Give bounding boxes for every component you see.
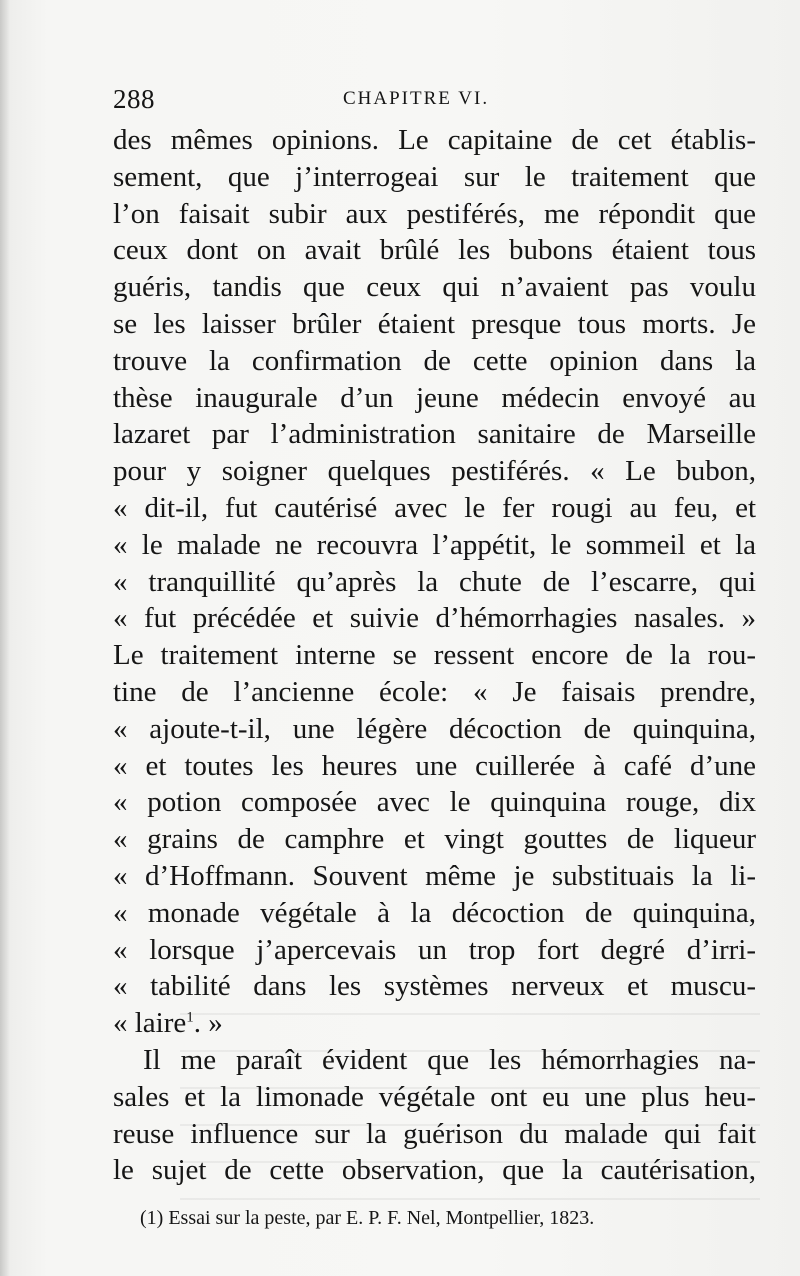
text-line: se les laisser brûler étaient presque tous morts. Je	[113, 307, 756, 340]
text-line: « d’Hoffmann. Souvent même je substituais la li-	[113, 859, 756, 892]
text-line: lazaret par l’administration sanitaire de Marseille	[113, 418, 756, 451]
chapter-title: CHAPITRE VI.	[343, 88, 490, 109]
text-line: Le traitement interne se ressent encore de la rou-	[113, 639, 756, 672]
text-line: « fut précédée et suivie d’hémorrhagies nasales. »	[113, 602, 756, 635]
text-line: « et toutes les heures une cuillerée à café d’une	[113, 749, 756, 782]
footnote: (1) Essai sur la peste, par E. P. F. Nel, Montpellier, 1823.	[140, 1207, 595, 1229]
text-line: « potion composée avec le quinquina rouge, dix	[113, 786, 756, 819]
text-line: « grains de camphre et vingt gouttes de liqueur	[113, 823, 756, 856]
text-line: sement, que j’interrogeai sur le traitement que	[113, 160, 756, 193]
quote-end-text: « laire	[113, 1007, 187, 1040]
text-line: ceux dont on avait brûlé les bubons étaient tous	[113, 234, 756, 267]
text-line: « ajoute-t-il, une légère décoction de quinquina,	[113, 712, 756, 745]
text-line: des mêmes opinions. Le capitaine de cet établis-	[113, 124, 756, 156]
text-line: « lorsque j’apercevais un trop fort degré d’irri-	[113, 933, 756, 966]
text-line: l’on faisait subir aux pestiférés, me répondit que	[113, 197, 756, 230]
text-line: « dit-il, fut cautérisé avec le fer rougi au feu, et	[113, 491, 756, 524]
text-line: trouve la confirmation de cette opinion dans la	[113, 344, 756, 377]
text-line: « le malade ne recouvra l’appétit, le sommeil et la	[113, 528, 756, 561]
text-line: le sujet de cette observation, que la cautérisation,	[113, 1154, 756, 1187]
text-line: « tranquillité qu’après la chute de l’escarre, qui	[113, 565, 756, 598]
running-head	[113, 84, 753, 118]
body-text	[113, 122, 756, 1189]
text-line: reuse influence sur la guérison du malade qui fait	[113, 1117, 756, 1150]
page-gutter-shadow	[0, 0, 10, 1276]
text-line: « monade végétale à la décoction de quinquina,	[113, 896, 756, 929]
text-line: guéris, tandis que ceux qui n’avaient pas voulu	[113, 271, 756, 304]
text-line: « tabilité dans les systèmes nerveux et muscu-	[113, 970, 756, 1003]
text-line: pour y soigner quelques pestiférés. « Le bubon,	[113, 455, 756, 488]
paragraph-first-line: Il me paraît évident que les hémorrhagies na-	[143, 1043, 756, 1076]
footnote-reference: 1	[186, 1009, 194, 1026]
text-line: tine de l’ancienne école: « Je faisais prendre,	[113, 675, 756, 708]
text-line: sales et la limonade végétale ont eu une plus heu-	[113, 1080, 756, 1113]
text-line: thèse inaugurale d’un jeune médecin envoyé au	[113, 381, 756, 414]
page-number: 288	[113, 84, 155, 114]
quote-close-text: . »	[193, 1007, 223, 1040]
text-line-last-of-paragraph	[113, 1005, 756, 1042]
